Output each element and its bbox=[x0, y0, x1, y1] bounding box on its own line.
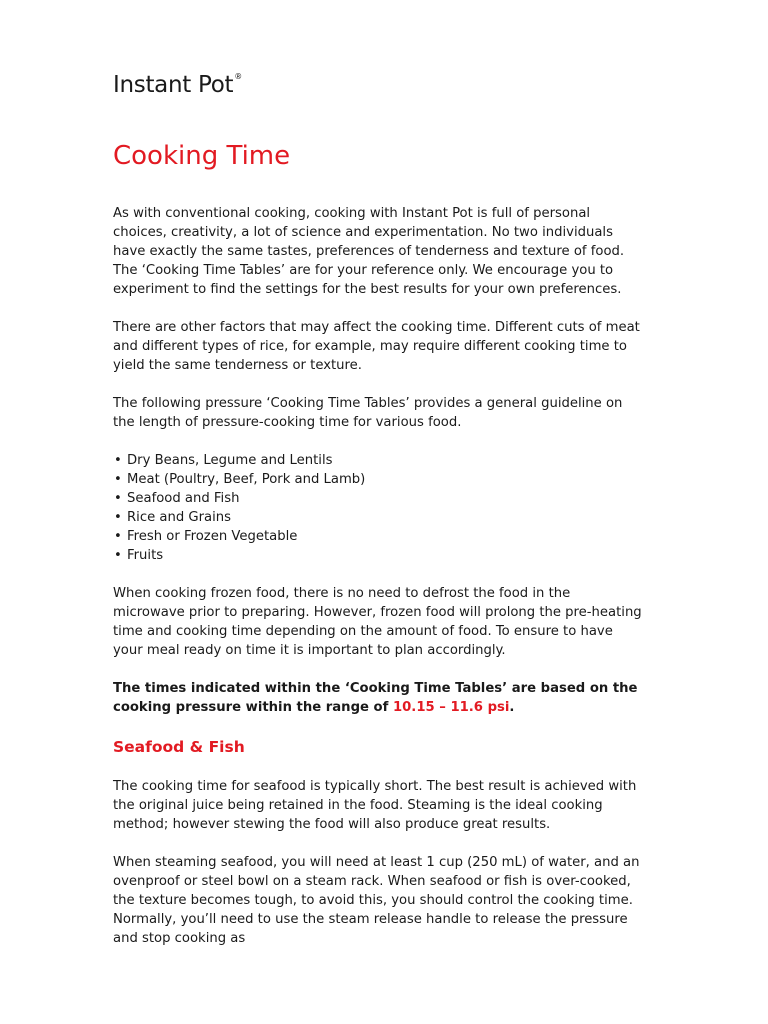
pressure-notice bbox=[113, 679, 645, 717]
food-category-list bbox=[113, 451, 645, 565]
seafood-section-heading: Seafood & Fish bbox=[113, 738, 245, 756]
page-title: Cooking Time bbox=[113, 141, 291, 171]
list-item: • Seafood and Fish bbox=[113, 489, 645, 508]
list-item: • Dry Beans, Legume and Lentils bbox=[113, 451, 645, 470]
registered-mark: ® bbox=[234, 72, 242, 82]
seafood-steaming-paragraph: When steaming seafood, you will need at least 1 cup (250 mL) of water, and an ovenproof or steel bowl on a steam rack. When seafood or fish is over-cooked, the texture becomes tough, to avoid this, you should control the cooking time. Normally, you’ll need to use the steam release handle to release the pressure and stop cooking as bbox=[113, 855, 640, 946]
logo-text: Instant Pot bbox=[113, 72, 234, 98]
list-item: • Meat (Poultry, Beef, Pork and Lamb) bbox=[113, 470, 645, 489]
factors-paragraph: There are other factors that may affect the cooking time. Different cuts of meat and different types of rice, for example, may require different cooking time to yield the same tenderness or texture. bbox=[113, 320, 640, 373]
frozen-food-paragraph: When cooking frozen food, there is no need to defrost the food in the microwave prior to preparing. However, frozen food will prolong the pre-heating time and cooking time depending on the amount of food. To ensure to have your meal ready on time it is important to plan accordingly. bbox=[113, 586, 642, 658]
list-item: • Rice and Grains bbox=[113, 508, 645, 527]
pressure-range: 10.15 – 11.6 psi bbox=[392, 700, 510, 715]
intro-paragraph: As with conventional cooking, cooking with Instant Pot is full of personal choices, creativity, a lot of science and experimentation. No two individuals have exactly the same tastes, preferences of tenderness and texture of food. The ‘Cooking Time Tables’ are for your reference only. We encourage you to experiment to find the settings for the best results for your own preferences. bbox=[113, 206, 625, 297]
list-item: • Fruits bbox=[113, 546, 645, 565]
instant-pot-logo bbox=[113, 72, 242, 98]
pressure-notice-text: The times indicated within the ‘Cooking Time Tables’ are based on the cooking pressure within the range of bbox=[113, 681, 638, 715]
guideline-paragraph: The following pressure ‘Cooking Time Tables’ provides a general guideline on the length of pressure-cooking time for various food. bbox=[113, 396, 623, 430]
pressure-notice-end: . bbox=[509, 700, 515, 715]
seafood-intro-paragraph: The cooking time for seafood is typically short. The best result is achieved with the original juice being retained in the food. Steaming is the ideal cooking method; however stewing the food will also produce great results. bbox=[113, 779, 637, 832]
list-item: • Fresh or Frozen Vegetable bbox=[113, 527, 645, 546]
main-content bbox=[113, 204, 645, 967]
